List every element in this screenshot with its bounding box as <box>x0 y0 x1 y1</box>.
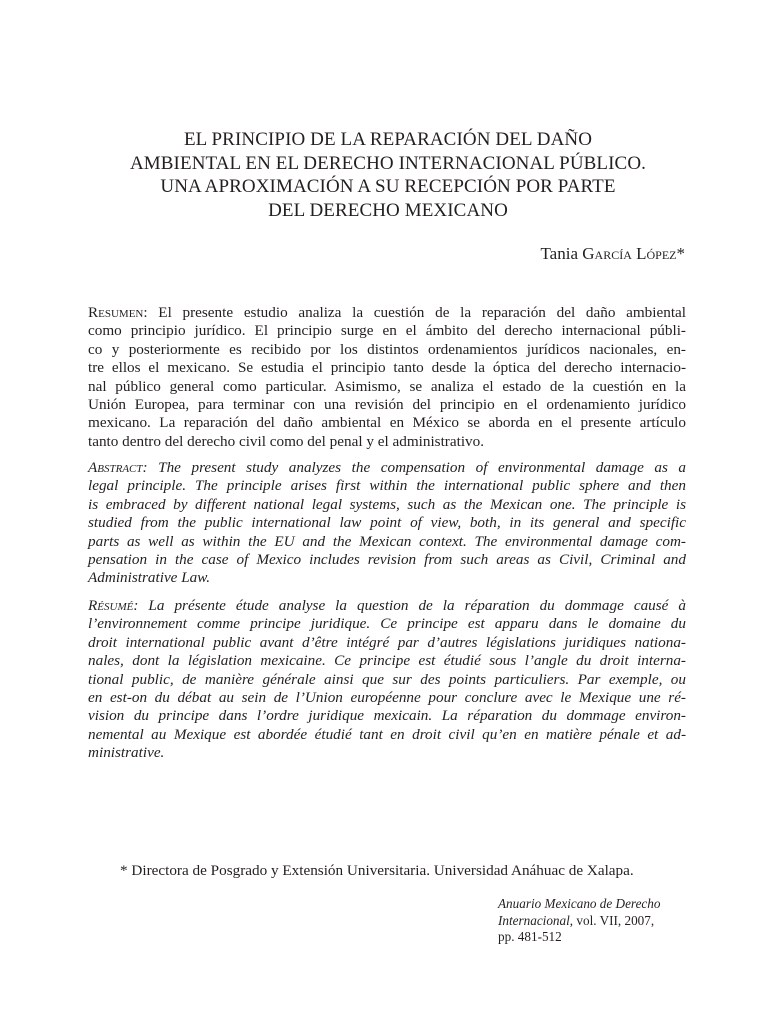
paragraph-line: l’environnement comme principe juridique. Ce principe est apparu dans le domaine du <box>88 615 686 633</box>
paragraph-line: en est-on du débat au sein de l’Union européenne pour conclure avec le Mexique une ré- <box>88 689 686 707</box>
paragraph-line: nemental au Mexique est abordée étudié tant en droit civil qu’en en matière pénale et ad- <box>88 725 686 743</box>
author-byline <box>540 244 685 264</box>
paragraph-line: nales, dont la législation mexicaine. Ce principe est étudié sous l’angle du droit interna- <box>88 652 686 670</box>
author-first-name: Tania <box>540 244 583 263</box>
abstract-paragraph <box>88 459 686 588</box>
title-line: UNA APROXIMACIÓN A SU RECEPCIÓN POR PARTE <box>160 176 616 197</box>
paragraph-line: parts as well as within the EU and the Mexican context. The environmental damage com- <box>88 532 686 550</box>
abstract-label: Abstract: <box>88 459 148 476</box>
paragraph-line <box>88 597 686 615</box>
citation-pages: pp. 481-512 <box>498 929 562 945</box>
author-footnote: * Directora de Posgrado y Extensión Universitaria. Universidad Anáhuac de Xalapa. <box>120 862 634 879</box>
resumen-label: Resumen: <box>88 304 148 321</box>
paragraph-line: pensation in the case of Mexico includes revision from such areas as Civil, Criminal and <box>88 551 686 569</box>
title-line: EL PRINCIPIO DE LA REPARACIÓN DEL DAÑO <box>183 129 593 150</box>
paragraph-line: vision du principe dans l’ordre juridique mexicain. La réparation du dommage environ- <box>88 707 686 725</box>
paragraph-line: tional public, de manière générale ainsi que sur des points particuliers. Par exemple, ou <box>88 670 686 688</box>
journal-citation <box>498 896 660 946</box>
paragraph-line <box>88 304 686 322</box>
paragraph-line: nal público general como particular. Asimismo, se analiza el estado de la cuestión en la <box>88 377 686 395</box>
paragraph-line: droit international public avant d’être intégré par d’autres législations juridiques nationa- <box>88 633 686 651</box>
article-title <box>88 128 688 222</box>
citation-journal-line: Anuario Mexicano de Derecho <box>498 896 661 911</box>
paragraph-line: tre ellos el mexicano. Se estudia el principio tanto desde la óptica del derecho internacio- <box>88 359 686 377</box>
resumen-line-text: El presente estudio analiza la cuestión de la reparación del daño ambiental <box>158 304 687 321</box>
paragraph-line: Unión Europea, para terminar con una revisión del principio en el ordenamiento jurídico <box>88 396 686 414</box>
citation-volume-line <box>498 913 660 930</box>
paragraph-line: tanto dentro del derecho civil como del penal y el administrativo. <box>88 432 485 450</box>
paragraph-line: is embraced by different national legal systems, such as the Mexican one. The principle is <box>88 495 686 513</box>
title-line: DEL DERECHO MEXICANO <box>268 199 508 221</box>
citation-journal-name: Internacional <box>498 912 570 928</box>
paragraph-line: co y posteriormente es recibido por los distintos ordenamientos jurídicos nacionales, en- <box>88 340 686 358</box>
title-line: AMBIENTAL EN EL DERECHO INTERNACIONAL PÚBLICO. <box>129 152 647 174</box>
resume-line-text: La présente étude analyse la question de la réparation du dommage causé à <box>148 597 687 614</box>
paragraph-line: como principio jurídico. El principio surge en el ámbito del derecho internacional públi- <box>88 322 686 340</box>
paragraph-line: ministrative. <box>88 744 165 762</box>
abstract-line-text: The present study analyzes the compensation of environmental damage as a <box>158 459 687 476</box>
resume-label: Résumé: <box>88 597 139 614</box>
citation-volume: , vol. VII, 2007, <box>569 912 655 928</box>
resumen-paragraph <box>88 304 686 451</box>
paragraph-line: mexicano. La reparación del daño ambiental en México se aborda en el presente artículo <box>88 414 686 432</box>
paragraph-line <box>88 459 686 477</box>
resume-paragraph <box>88 597 686 763</box>
paragraph-line: Administrative Law. <box>88 569 211 587</box>
author-footnote-mark: * <box>676 244 685 263</box>
author-last-name: García López <box>582 244 677 263</box>
paragraph-line: legal principle. The principle arises first within the international public sphere and then <box>88 477 686 495</box>
paragraph-line: studied from the public international law point of view, both, in its general and specific <box>88 514 686 532</box>
